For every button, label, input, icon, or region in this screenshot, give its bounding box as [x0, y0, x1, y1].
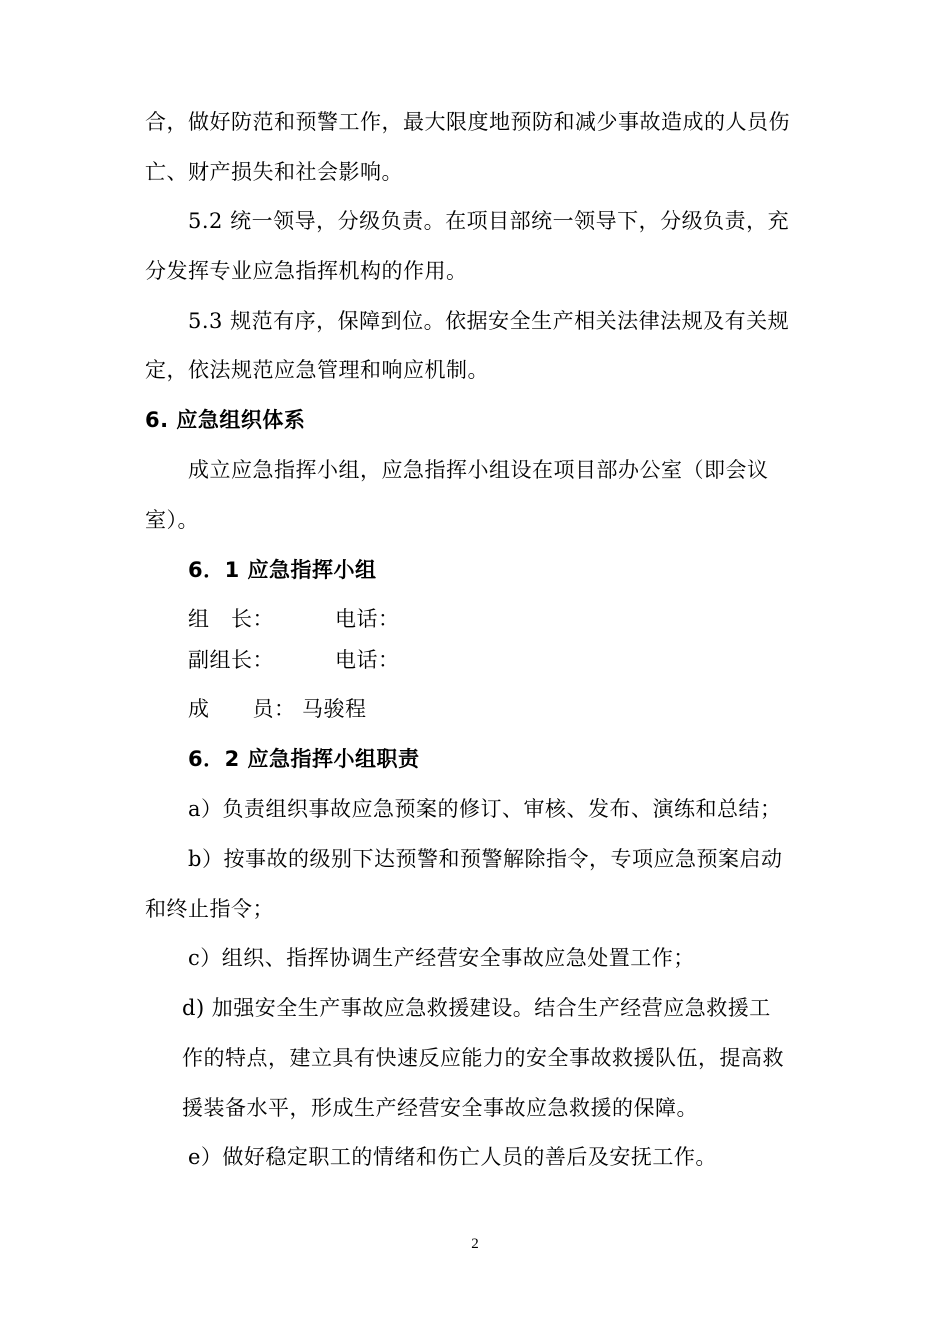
list-item: e）做好稳定职工的情绪和伤亡人员的善后及安抚工作。	[188, 1145, 717, 1169]
paragraph-line: 合，做好防范和预警工作，最大限度地预防和减少事故造成的人员伤	[145, 110, 790, 134]
paragraph-line: 分发挥专业应急指挥机构的作用。	[145, 259, 468, 283]
section-heading: 6. 应急组织体系	[145, 408, 306, 432]
list-item-continuation: 援装备水平，形成生产经营安全事故应急救援的保障。	[182, 1096, 698, 1120]
paragraph-line: 亡、财产损失和社会影响。	[145, 160, 403, 184]
paragraph-line: 定，依法规范应急管理和响应机制。	[145, 358, 489, 382]
list-item: b）按事故的级别下达预警和预警解除指令，专项应急预案启动	[188, 847, 783, 871]
deputy-label: 副组长：	[188, 648, 274, 672]
list-item-continuation: 和终止指令；	[145, 897, 274, 921]
member-label: 成 员：	[188, 697, 296, 721]
paragraph-line: 成立应急指挥小组，应急指挥小组设在项目部办公室（即会议	[188, 458, 769, 482]
list-item: a）负责组织事故应急预案的修订、审核、发布、演练和总结；	[188, 797, 782, 821]
list-item: d) 加强安全生产事故应急救援建设。结合生产经营应急救援工	[182, 996, 771, 1020]
leader-label: 组 长：	[188, 607, 274, 631]
member-name: 马骏程	[302, 697, 367, 721]
subsection-heading: 6．2 应急指挥小组职责	[188, 747, 420, 771]
paragraph-line: 5.2 统一领导，分级负责。在项目部统一领导下，分级负责，充	[188, 209, 790, 233]
deputy-phone-label: 电话：	[335, 648, 400, 672]
list-item: c）组织、指挥协调生产经营安全事故应急处置工作；	[188, 946, 695, 970]
paragraph-line: 5.3 规范有序，保障到位。依据安全生产相关法律法规及有关规	[188, 309, 790, 333]
subsection-heading: 6．1 应急指挥小组	[188, 558, 377, 582]
paragraph-line: 室）。	[145, 508, 199, 532]
list-item-continuation: 作的特点，建立具有快速反应能力的安全事故救援队伍，提高救	[182, 1046, 784, 1070]
leader-phone-label: 电话：	[335, 607, 400, 631]
page-number: 2	[471, 1236, 479, 1252]
